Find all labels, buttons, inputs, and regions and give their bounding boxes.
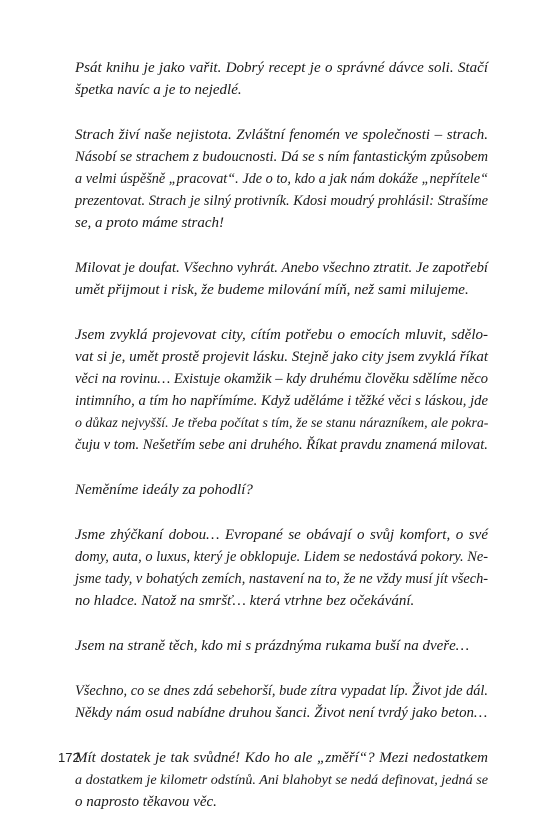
paragraph bbox=[75, 479, 488, 501]
text-line: Jsem zvyklá projevovat city, cítím potřebu o emocích mluvit, sdělo- bbox=[75, 327, 488, 343]
paragraph bbox=[75, 257, 488, 301]
text-line: prezentovat. Strach je silný protivník. Kdosi moudrý prohlásil: Strašíme bbox=[75, 193, 488, 209]
text-line: a velmi úspěšně „pracovat“. Jde o to, kdo a jak nám dokáže „nepřítele“ bbox=[75, 171, 488, 187]
text-line: o důkaz nejvyšší. Je třeba počítat s tím, že se stanu nárazníkem, ale pokra- bbox=[75, 415, 489, 430]
text-line: Všechno, co se dnes zdá sebehorší, bude zítra vypadat líp. Život jde dál. bbox=[75, 683, 488, 699]
text-line: a dostatkem je kilometr odstínů. Ani blahobyt se nedá definovat, jedná se bbox=[75, 772, 488, 788]
text-line: Někdy nám osud nabídne druhou šanci. Život není tvrdý jako beton… bbox=[75, 705, 488, 721]
text-line: se, a proto máme strach! bbox=[75, 215, 225, 231]
paragraph bbox=[75, 635, 488, 657]
text-line: jsme tady, v bohatých zemích, nastavení na to, že ne vždy musí jít všech- bbox=[75, 571, 489, 587]
text-line: umět přijmout i risk, že budeme milování míň, než sami milujeme. bbox=[75, 282, 469, 298]
text-line: intimního, a tím ho napřímíme. Když uděláme i těžké věci s láskou, jde bbox=[75, 393, 488, 409]
page-number: 172 bbox=[58, 750, 80, 765]
text-line: Jsme zhýčkaní dobou… Evropané se obávají o svůj komfort, o své bbox=[75, 527, 488, 543]
text-line: čuju v tom. Nešetřím sebe ani druhého. Říkat pravdu znamená milovat. bbox=[75, 437, 488, 453]
page-text-body bbox=[75, 57, 488, 836]
text-line: Násobí se strachem z budoucnosti. Dá se s ním fantastickým způsobem bbox=[75, 149, 488, 165]
paragraph bbox=[75, 124, 488, 234]
text-line: Strach živí naše nejistota. Zvláštní fenomén ve společnosti – strach. bbox=[75, 127, 488, 143]
paragraph bbox=[75, 57, 488, 101]
paragraph bbox=[75, 524, 488, 612]
text-line: vat si je, umět prostě projevit lásku. Stejně jako city jsem zvyklá říkat bbox=[75, 349, 488, 365]
text-line: Psát knihu je jako vařit. Dobrý recept je o správné dávce soli. Stačí bbox=[75, 60, 488, 76]
text-line: Mít dostatek je tak svůdné! Kdo ho ale „změří“? Mezi nedostatkem bbox=[75, 750, 488, 766]
paragraph bbox=[75, 747, 488, 813]
text-line: no hladce. Natož na smršť… která vtrhne bez očekávání. bbox=[75, 593, 415, 609]
text-line: domy, auta, o luxus, který je obklopuje. Lidem se nedostává pokory. Ne- bbox=[75, 549, 488, 565]
paragraph bbox=[75, 324, 488, 456]
text-line: věci na rovinu… Existuje okamžik – kdy druhému člověku sdělíme něco bbox=[75, 371, 488, 387]
text-line: Jsem na straně těch, kdo mi s prázdnýma rukama buší na dveře… bbox=[75, 638, 470, 654]
text-line: o naprosto těkavou věc. bbox=[75, 794, 217, 810]
text-line: Milovat je doufat. Všechno vyhrát. Anebo všechno ztratit. Je zapotřebí bbox=[75, 260, 488, 276]
paragraph bbox=[75, 680, 488, 724]
text-line: Neměníme ideály za pohodlí? bbox=[75, 482, 253, 498]
text-line: špetka navíc a je to nejedlé. bbox=[75, 82, 242, 98]
